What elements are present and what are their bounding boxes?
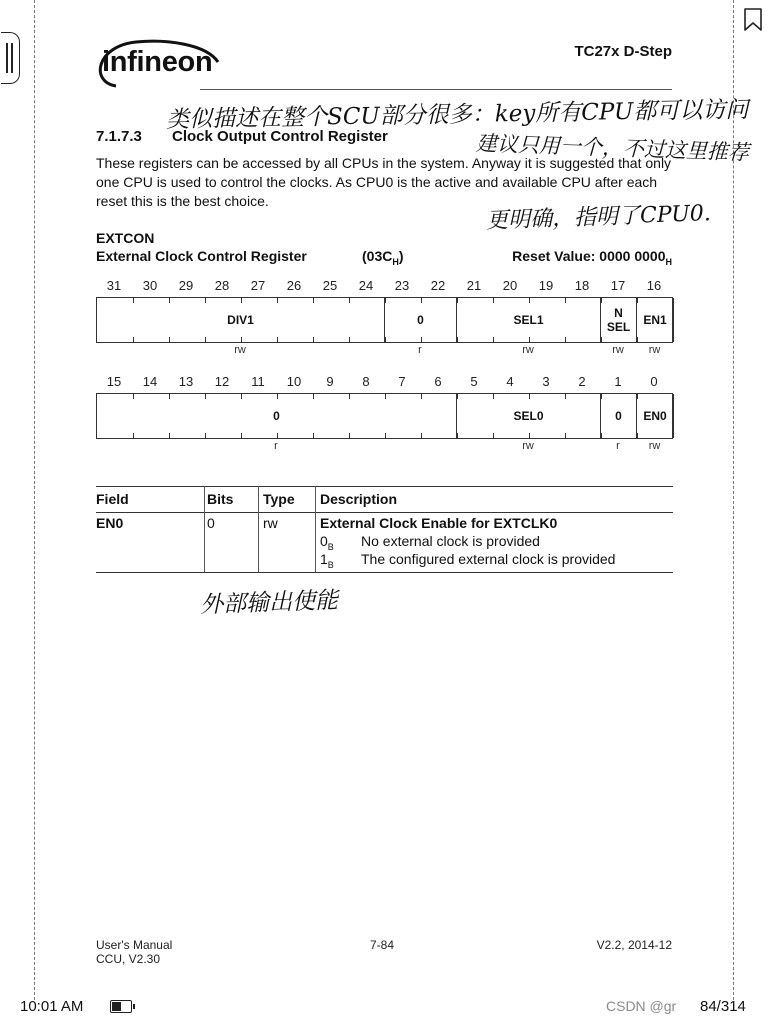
infineon-logo [96,36,224,92]
bit-number: 12 [214,374,230,389]
bit-number: 21 [466,278,482,293]
table-header-description: Description [320,491,398,507]
register-field: N SEL [601,298,637,342]
table-cell-bits: 0 [207,515,215,531]
register-upper-half [96,297,673,343]
register-field: SEL1 [457,298,601,342]
field-access-type: rw [612,344,624,356]
bit-number: 3 [542,374,550,389]
bit-number: 28 [214,278,230,293]
handwritten-note-1: 类似描述在整个SCU部分很多：key所有CPU都可以访问 [165,96,749,134]
handwritten-note-4: 外部输出使能 [199,587,339,619]
bit-number: 4 [506,374,514,389]
left-margin-guide [34,0,35,1000]
handwritten-note-3: 更明确，指明了CPU0. [485,201,712,234]
table-cell-field: EN0 [96,515,124,531]
register-field: EN1 [637,298,674,342]
bit-number: 14 [142,374,158,389]
section-number: 7.1.7.3 [96,128,142,145]
field-access-type: rw [522,344,534,356]
bit-number: 29 [178,278,194,293]
table-header-type: Type [263,491,295,507]
footer-version: V2.2, 2014-12 [596,938,672,952]
bit-number: 8 [362,374,370,389]
bit-number: 17 [610,278,626,293]
bit-number: 18 [574,278,590,293]
field-access-type: r [616,440,620,452]
bit-number: 25 [322,278,338,293]
register-field: 0 [601,394,637,438]
footer-manual: User's Manual [96,938,173,952]
field-description-table [96,486,673,574]
bit-number: 1 [614,374,622,389]
register-field: 0 [97,394,457,438]
bit-number: 13 [178,374,194,389]
table-header-bits: Bits [207,491,234,507]
field-access-type: rw [522,440,534,452]
bit-number: 9 [326,374,334,389]
register-field: 0 [385,298,457,342]
bit-number: 15 [106,374,122,389]
field-access-type: rw [648,440,661,452]
table-header-field: Field [96,491,129,507]
header-divider [200,89,672,90]
bit-number: 22 [430,278,446,293]
section-title: Clock Output Control Register [172,128,388,145]
field-access-type: r [418,344,422,356]
table-option-0: $0_B$ [320,533,334,552]
bookmark-icon[interactable] [743,8,763,32]
table-option-1-text: The configured external clock is provided [361,551,616,567]
logo-text: infineon [102,46,213,78]
bit-number: 5 [470,374,478,389]
register-long-name: External Clock Control Register [96,248,307,264]
section-paragraph: These registers can be accessed by all CPUs in the system. Anyway it is suggested that only one CPU is used to control the clocks. As CPU0 is the active and available CPU after each reset this is the best choice. [96,155,672,209]
footer-page-number: 7-84 [370,938,395,952]
bit-number: 6 [434,374,442,389]
status-time: 10:01 AM [20,998,84,1015]
field-access-type: rw [648,344,661,356]
register-reset-value: Reset Value: 0000 $0000_H$ [512,248,672,267]
register-lower-half [96,393,673,439]
bit-number: 19 [538,278,554,293]
bit-number: 24 [358,278,374,293]
bit-number: 31 [106,278,122,293]
table-cell-type: rw [263,515,278,531]
register-field: SEL0 [457,394,601,438]
register-field: EN0 [637,394,674,438]
table-cell-description-title: External Clock Enable for EXTCLK0 [320,515,558,531]
table-option-1: $1_B$ [320,551,334,570]
bit-number: 20 [502,278,518,293]
page-counter: 84/314 [700,998,746,1015]
bit-number: 23 [394,278,410,293]
bit-number: 30 [142,278,158,293]
document-title: TC27x D-Step [574,43,672,60]
bit-number: 0 [650,374,658,389]
register-offset: $(03C_H)$ [362,248,404,267]
watermark: CSDN @gr [606,998,677,1014]
bit-number: 27 [250,278,266,293]
register-short-name: EXTCON [96,230,155,246]
bit-number: 7 [398,374,406,389]
sidebar-toggle-icon[interactable] [1,32,20,84]
bit-number: 11 [251,374,265,389]
bit-number: 10 [286,374,302,389]
bit-number: 16 [646,278,662,293]
table-option-0-text: No external clock is provided [361,533,540,549]
field-access-type: r [274,440,278,452]
bit-number: 26 [286,278,302,293]
footer-module: CCU, V2.30 [96,952,161,966]
battery-icon [110,1000,132,1013]
field-access-type: rw [234,344,246,356]
bit-number: 2 [578,374,586,389]
register-field: DIV1 [97,298,385,342]
handwritten-note-2: 建议只用一个，不过这里推荐 [475,131,750,165]
